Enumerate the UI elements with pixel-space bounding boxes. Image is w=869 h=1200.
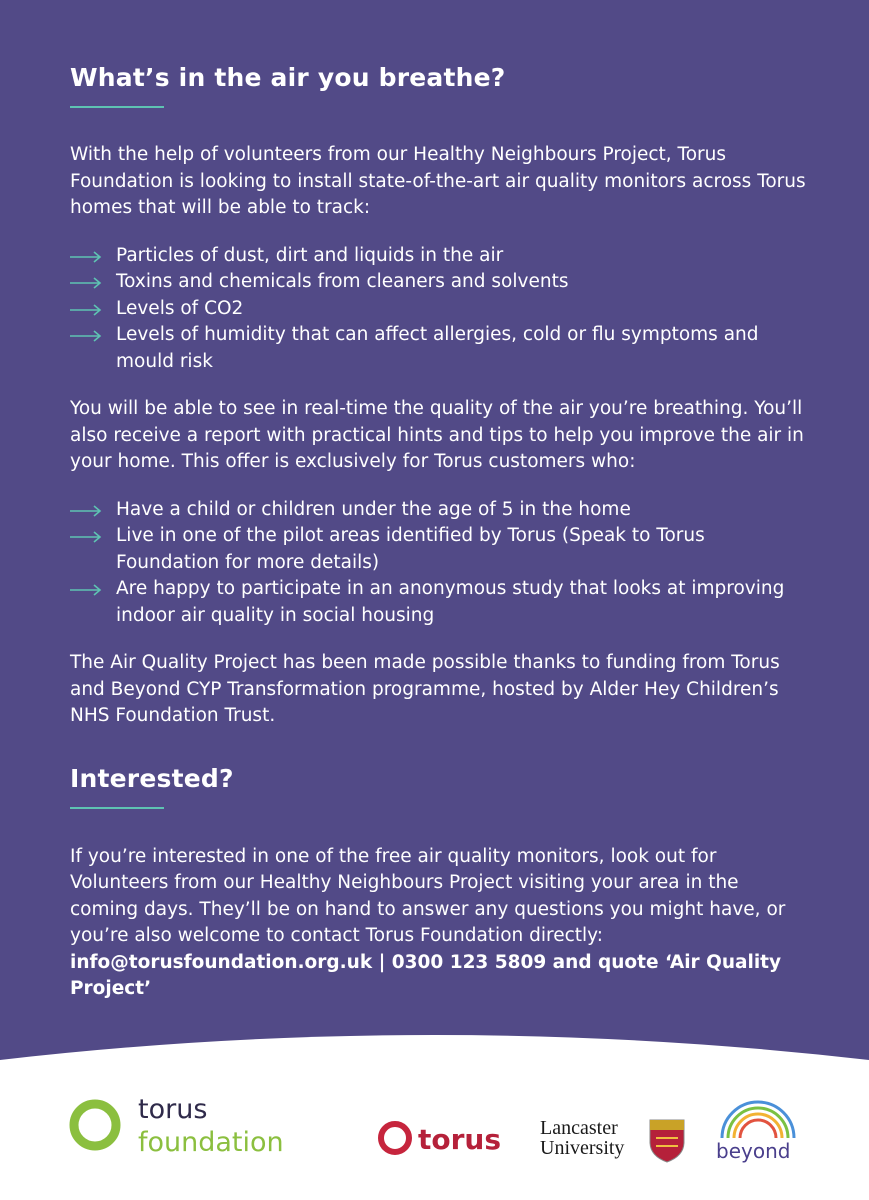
arrow-right-icon bbox=[70, 330, 102, 342]
list-item bbox=[70, 497, 810, 524]
tracking-list bbox=[70, 243, 810, 376]
heading-underline bbox=[70, 807, 164, 809]
realtime-paragraph: You will be able to see in real-time the quality of the air you’re breathing. You’ll also receive a report with practical hints and tips to help you improve the air in your home. This offer is exclusively for Torus customers who: bbox=[70, 398, 804, 472]
list-item-text: Are happy to participate in an anonymous study that looks at improving indoor air quality in social housing bbox=[116, 578, 785, 626]
interested-paragraph bbox=[70, 844, 810, 1003]
contact-details[interactable]: info@torusfoundation.org.uk | 0300 123 5809 and quote ‘Air Quality Project’ bbox=[70, 951, 782, 999]
lancaster-university-logo bbox=[540, 1117, 684, 1162]
list-item bbox=[70, 576, 810, 629]
lancaster-logo-line2: University bbox=[540, 1137, 625, 1159]
main-content bbox=[70, 60, 810, 1003]
arrow-right-icon bbox=[70, 584, 102, 596]
arrow-right-icon bbox=[70, 304, 102, 316]
list-item bbox=[70, 296, 810, 323]
list-item bbox=[70, 243, 810, 270]
list-item-text: Levels of CO2 bbox=[116, 297, 244, 319]
torus-foundation-logo-line1: torus bbox=[138, 1094, 208, 1125]
arrow-right-icon bbox=[70, 531, 102, 543]
beyond-logo-text: beyond bbox=[716, 1139, 791, 1163]
interested-body: If you’re interested in one of the free air quality monitors, look out for Volunteers from our Healthy Neighbours Project visiting your area in the coming days. They’ll be on hand to answer any questions you might have, or you’re also welcome to contact Torus Foundation directly: bbox=[70, 845, 786, 946]
list-item-text: Live in one of the pilot areas identified by Torus (Speak to Torus Foundation for more details) bbox=[116, 525, 705, 573]
list-item-text: Have a child or children under the age of 5 in the home bbox=[116, 498, 631, 520]
arrow-right-icon bbox=[70, 505, 102, 517]
list-item-text: Particles of dust, dirt and liquids in the air bbox=[116, 244, 504, 266]
list-item-text: Levels of humidity that can affect allergies, cold or flu symptoms and mould risk bbox=[116, 324, 759, 372]
list-item-text: Toxins and chemicals from cleaners and solvents bbox=[116, 271, 569, 292]
heading-underline bbox=[70, 106, 164, 108]
list-item bbox=[70, 269, 810, 296]
torus-foundation-logo-line2: foundation bbox=[138, 1127, 284, 1158]
list-item bbox=[70, 322, 810, 375]
list-item bbox=[70, 523, 810, 576]
torus-logo-text: torus bbox=[418, 1123, 502, 1156]
heading-air-you-breathe: What’s in the air you breathe? bbox=[70, 63, 506, 92]
intro-paragraph: With the help of volunteers from our Healthy Neighbours Project, Torus Foundation is looking to install state-of-the-art air quality monitors across Torus homes that will be able to track: bbox=[70, 144, 806, 218]
heading-interested: Interested? bbox=[70, 763, 234, 793]
arrow-right-icon bbox=[70, 277, 102, 289]
eligibility-list bbox=[70, 497, 810, 630]
footer-logo-band bbox=[0, 1030, 869, 1200]
arrow-right-icon bbox=[70, 251, 102, 263]
lancaster-logo-line1: Lancaster bbox=[540, 1117, 618, 1139]
funding-paragraph: The Air Quality Project has been made possible thanks to funding from Torus and Beyond CYP Transformation programme, hosted by Alder Hey Children’s NHS Foundation Trust. bbox=[70, 652, 780, 726]
